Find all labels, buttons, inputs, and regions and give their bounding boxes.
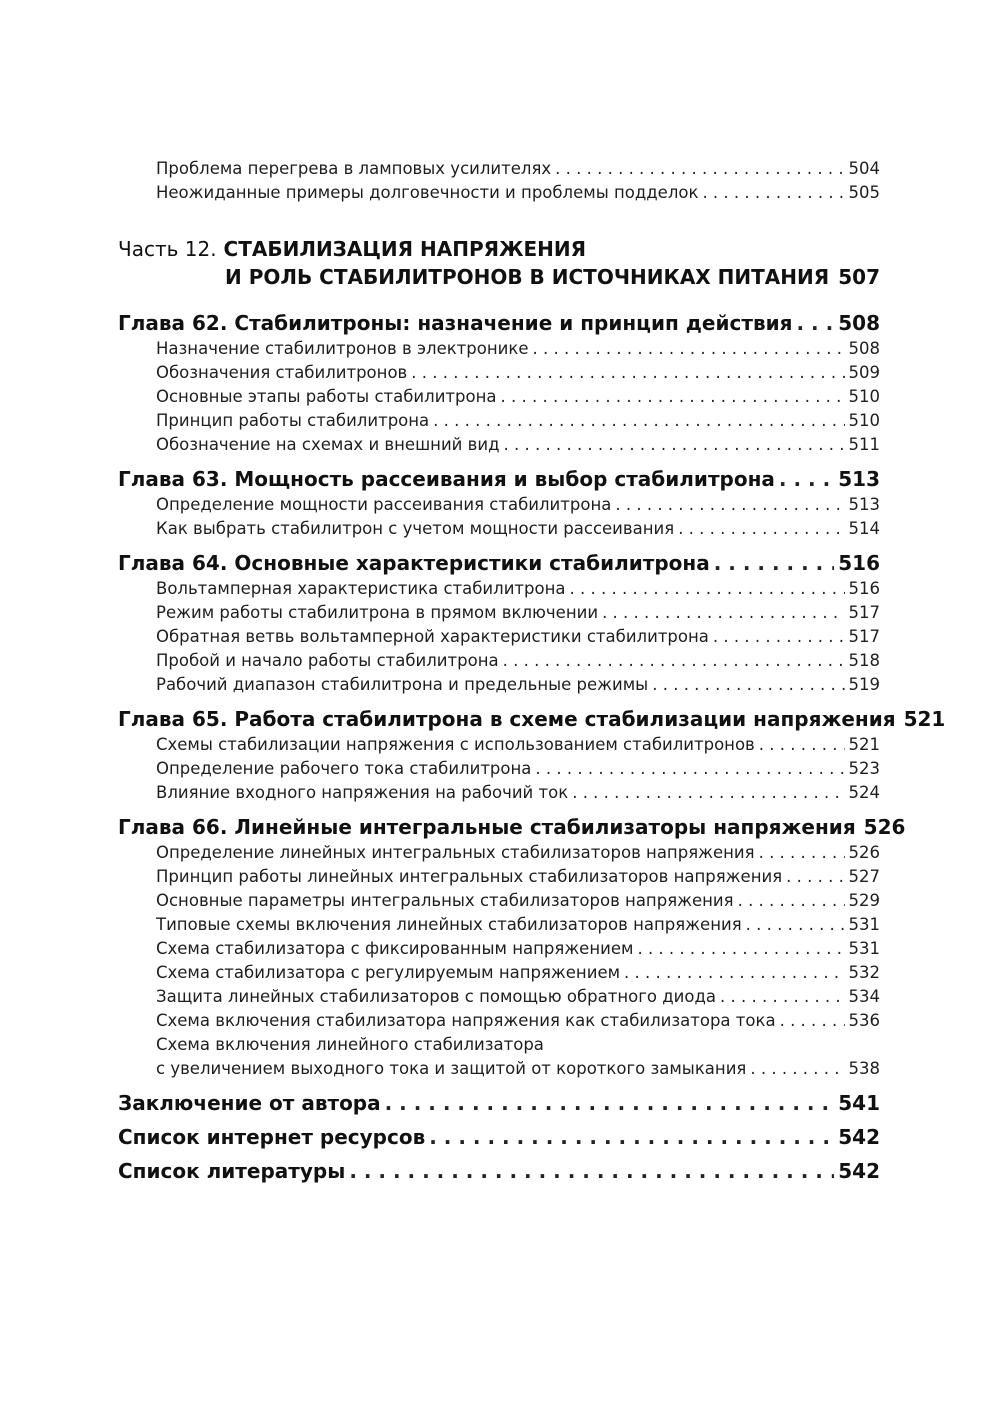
backmatter-title: Список интернет ресурсов bbox=[118, 1125, 426, 1149]
page-number: 514 bbox=[848, 519, 880, 538]
toc-chapter-entry[interactable] bbox=[118, 465, 880, 493]
spacer bbox=[118, 805, 880, 813]
toc-section-entry[interactable] bbox=[118, 409, 880, 433]
dot-leader bbox=[533, 337, 845, 361]
dot-leader bbox=[411, 361, 844, 385]
section-title: Вольтамперная характеристика стабилитрона bbox=[156, 579, 566, 598]
chapter-title: Глава 62. Стабилитроны: назначение и принцип действия bbox=[118, 311, 793, 335]
part-title-first: СТАБИЛИЗАЦИЯ НАПРЯЖЕНИЯ bbox=[223, 237, 587, 261]
toc-section-entry[interactable] bbox=[118, 181, 880, 205]
section-title: Схема включения стабилизатора напряжения как стабилизатора тока bbox=[156, 1011, 776, 1030]
dot-leader bbox=[504, 433, 845, 457]
dot-leader bbox=[678, 517, 844, 541]
section-title: Как выбрать стабилитрон с учетом мощности рассеивания bbox=[156, 519, 675, 538]
dot-leader bbox=[759, 733, 845, 757]
chapter-title: Глава 66. Линейные интегральные стабилизаторы напряжения bbox=[118, 815, 856, 839]
page-number: 516 bbox=[848, 579, 880, 598]
section-title: Неожиданные примеры долговечности и проблемы подделок bbox=[156, 183, 699, 202]
page-number: 518 bbox=[848, 651, 880, 670]
page-number: 524 bbox=[848, 783, 880, 802]
section-title: Определение рабочего тока стабилитрона bbox=[156, 759, 532, 778]
dot-leader bbox=[429, 1123, 834, 1151]
toc-section-entry[interactable] bbox=[118, 157, 880, 181]
page-number: 526 bbox=[848, 843, 880, 862]
page-number: 511 bbox=[848, 435, 880, 454]
dot-leader bbox=[720, 985, 844, 1009]
part-title-line-1 bbox=[118, 235, 880, 263]
page-number: 510 bbox=[848, 411, 880, 430]
dot-leader bbox=[602, 601, 844, 625]
toc-chapter-entry[interactable] bbox=[118, 549, 880, 577]
section-title: Основные этапы работы стабилитрона bbox=[156, 387, 497, 406]
section-title: Схемы стабилизации напряжения с использованием стабилитронов bbox=[156, 735, 755, 754]
table-of-contents bbox=[118, 157, 946, 1185]
backmatter-title: Список литературы bbox=[118, 1159, 346, 1183]
page-number: 505 bbox=[848, 183, 880, 202]
spacer bbox=[118, 541, 880, 549]
toc-section-entry[interactable] bbox=[118, 865, 880, 889]
dot-leader bbox=[779, 465, 834, 493]
spacer bbox=[118, 1081, 880, 1089]
section-title: Типовые схемы включения линейных стабилизаторов напряжения bbox=[156, 915, 742, 934]
toc-section-entry[interactable] bbox=[118, 517, 880, 541]
chapter-title: Глава 63. Мощность рассеивания и выбор стабилитрона bbox=[118, 467, 775, 491]
toc-section-entry[interactable] bbox=[118, 841, 880, 865]
section-title: Обозначение на схемах и внешний вид bbox=[156, 435, 500, 454]
section-title: Обратная ветвь вольтамперной характеристики стабилитрона bbox=[156, 627, 709, 646]
dot-leader bbox=[786, 865, 844, 889]
page-number: 507 bbox=[838, 265, 880, 289]
toc-backmatter-entry[interactable] bbox=[118, 1157, 880, 1185]
section-title: Влияние входного напряжения на рабочий ток bbox=[156, 783, 569, 802]
page-number: 527 bbox=[848, 867, 880, 886]
section-title: Схема включения линейного стабилизатора bbox=[156, 1035, 544, 1054]
page-number: 517 bbox=[848, 603, 880, 622]
page-number: 538 bbox=[848, 1059, 880, 1078]
dot-leader bbox=[615, 493, 844, 517]
dot-leader bbox=[750, 1057, 844, 1081]
toc-section-entry[interactable] bbox=[118, 577, 880, 601]
toc-section-entry[interactable] bbox=[118, 937, 880, 961]
section-title: Принцип работы стабилитрона bbox=[156, 411, 430, 430]
toc-section-entry[interactable] bbox=[118, 757, 880, 781]
dot-leader bbox=[759, 841, 845, 865]
dot-leader bbox=[349, 1157, 834, 1185]
dot-leader bbox=[624, 961, 844, 985]
toc-section-entry[interactable] bbox=[118, 601, 880, 625]
dot-leader bbox=[501, 385, 845, 409]
toc-section-entry[interactable] bbox=[118, 913, 880, 937]
page-number: 513 bbox=[848, 495, 880, 514]
dot-leader bbox=[637, 937, 844, 961]
toc-section-entry[interactable] bbox=[118, 337, 880, 361]
toc-section-entry[interactable] bbox=[118, 361, 880, 385]
dot-leader bbox=[433, 409, 844, 433]
section-title: Проблема перегрева в ламповых усилителях bbox=[156, 159, 552, 178]
page-number: 531 bbox=[848, 939, 880, 958]
toc-chapter-entry[interactable] bbox=[118, 309, 880, 337]
page-number: 532 bbox=[848, 963, 880, 982]
page-number: 542 bbox=[838, 1159, 880, 1183]
page-number: 519 bbox=[848, 675, 880, 694]
dot-leader bbox=[555, 157, 844, 181]
dot-leader bbox=[714, 549, 835, 577]
backmatter-title: Заключение от автора bbox=[118, 1091, 381, 1115]
toc-section-entry[interactable] bbox=[118, 889, 880, 913]
section-title: Режим работы стабилитрона в прямом включении bbox=[156, 603, 599, 622]
chapter-title: Глава 65. Работа стабилитрона в схеме стабилизации напряжения bbox=[118, 707, 896, 731]
dot-leader bbox=[503, 649, 845, 673]
page-number: 504 bbox=[848, 159, 880, 178]
toc-chapter-entry[interactable] bbox=[118, 705, 946, 733]
page-number: 531 bbox=[848, 915, 880, 934]
page-number: 523 bbox=[848, 759, 880, 778]
page-number: 526 bbox=[863, 815, 906, 839]
toc-chapter-entry[interactable] bbox=[118, 813, 906, 841]
dot-leader bbox=[702, 181, 844, 205]
page-number: 534 bbox=[848, 987, 880, 1006]
toc-section-entry-line-1[interactable] bbox=[118, 1033, 880, 1057]
section-title: Схема стабилизатора с регулируемым напряжением bbox=[156, 963, 621, 982]
toc-section-entry[interactable] bbox=[118, 493, 880, 517]
dot-leader bbox=[780, 1009, 845, 1033]
page-number: 542 bbox=[838, 1125, 880, 1149]
part-title-line-2 bbox=[118, 263, 880, 291]
section-title: Схема стабилизатора с фиксированным напряжением bbox=[156, 939, 634, 958]
toc-section-entry[interactable] bbox=[118, 733, 880, 757]
dot-leader bbox=[385, 1089, 835, 1117]
toc-part-entry[interactable] bbox=[118, 235, 880, 291]
toc-section-entry[interactable] bbox=[118, 1009, 880, 1033]
toc-section-entry[interactable] bbox=[118, 433, 880, 457]
section-title: Назначение стабилитронов в электронике bbox=[156, 339, 529, 358]
dot-leader bbox=[796, 309, 834, 337]
dot-leader bbox=[746, 913, 845, 937]
section-title: Определение мощности рассеивания стабилитрона bbox=[156, 495, 612, 514]
dot-leader bbox=[652, 673, 844, 697]
toc-section-entry-line-2[interactable] bbox=[118, 1057, 880, 1081]
page-number: 521 bbox=[903, 707, 946, 731]
page-number: 516 bbox=[838, 551, 880, 575]
section-title: Определение линейных интегральных стабилизаторов напряжения bbox=[156, 843, 755, 862]
section-title: Рабочий диапазон стабилитрона и предельные режимы bbox=[156, 675, 649, 694]
page-number: 536 bbox=[848, 1011, 880, 1030]
page-number: 521 bbox=[848, 735, 880, 754]
toc-section-entry[interactable] bbox=[118, 781, 880, 805]
page-number: 509 bbox=[848, 363, 880, 382]
toc-section-entry[interactable] bbox=[118, 985, 880, 1009]
page-number: 513 bbox=[838, 467, 880, 491]
dot-leader bbox=[535, 757, 844, 781]
part-prefix: Часть 12. bbox=[118, 237, 217, 261]
toc-backmatter-entry[interactable] bbox=[118, 1123, 880, 1151]
dot-leader bbox=[570, 577, 845, 601]
page-number: 510 bbox=[848, 387, 880, 406]
toc-section-entry[interactable] bbox=[118, 649, 880, 673]
section-title: Основные параметры интегральных стабилизаторов напряжения bbox=[156, 891, 734, 910]
toc-section-entry[interactable] bbox=[118, 961, 880, 985]
page-number: 529 bbox=[848, 891, 880, 910]
section-title: Пробой и начало работы стабилитрона bbox=[156, 651, 499, 670]
page-number: 508 bbox=[838, 311, 880, 335]
page-number: 517 bbox=[848, 627, 880, 646]
toc-section-entry[interactable] bbox=[118, 385, 880, 409]
part-title-second: И РОЛЬ СТАБИЛИТРОНОВ В ИСТОЧНИКАХ ПИТАНИЯ bbox=[225, 265, 830, 289]
toc-backmatter-entry[interactable] bbox=[118, 1089, 880, 1117]
dot-leader bbox=[738, 889, 845, 913]
dot-leader bbox=[572, 781, 844, 805]
chapter-title: Глава 64. Основные характеристики стабилитрона bbox=[118, 551, 710, 575]
page-number: 508 bbox=[848, 339, 880, 358]
section-title: Принцип работы линейных интегральных стабилизаторов напряжения bbox=[156, 867, 783, 886]
spacer bbox=[118, 697, 880, 705]
page-number: 541 bbox=[838, 1091, 880, 1115]
section-title-continued: с увеличением выходного тока и защитой от короткого замыкания bbox=[156, 1059, 747, 1078]
toc-section-entry[interactable] bbox=[118, 625, 880, 649]
dot-leader bbox=[713, 625, 845, 649]
section-title: Обозначения стабилитронов bbox=[156, 363, 408, 382]
spacer bbox=[118, 457, 880, 465]
toc-section-entry[interactable] bbox=[118, 673, 880, 697]
dot-leader bbox=[833, 263, 834, 291]
section-title: Защита линейных стабилизаторов с помощью обратного диода bbox=[156, 987, 717, 1006]
